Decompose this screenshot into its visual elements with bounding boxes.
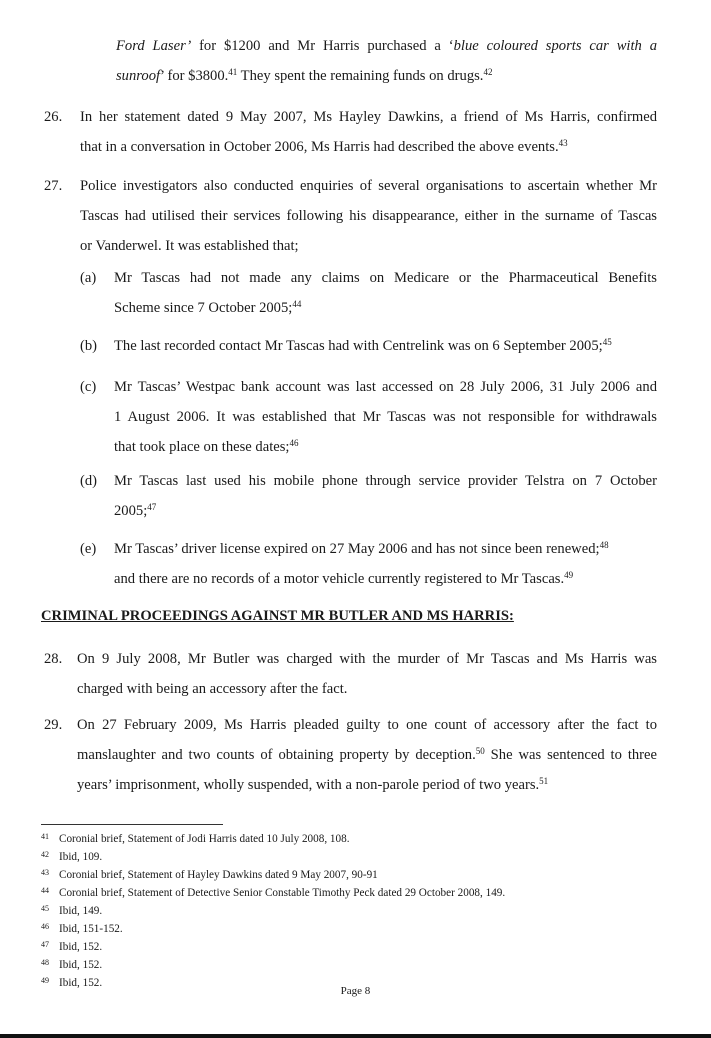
subitem-e (114, 534, 657, 594)
footnote-number: 45 (41, 904, 49, 913)
footnotes (41, 829, 505, 991)
footnote-text: Ibid, 151-152. (59, 923, 123, 935)
footnote-47 (41, 937, 505, 955)
subitem-b-line-1: The last recorded contact Mr Tascas had with Centrelink was on 6 September 2005;$^{45}$ (114, 337, 612, 354)
subitem-c (114, 372, 657, 462)
footnote-text: Coronial brief, Statement of Hayley Dawkins dated 9 May 2007, 90-91 (59, 869, 378, 881)
footnote-48 (41, 955, 505, 973)
footnote-number: 48 (41, 958, 49, 967)
subitem-d-line-1: Mr Tascas last used his mobile phone through service provider Telstra on 7 October (114, 473, 657, 489)
footnote-44 (41, 883, 505, 901)
footnote-ref-45: 45 (602, 337, 612, 347)
paragraph-27-line-3: or Vanderwel. It was established that; (80, 238, 299, 254)
subitem-b (114, 331, 657, 361)
paragraph-number-26: 26. (44, 109, 63, 125)
footnote-42 (41, 847, 505, 865)
footnote-number: 46 (41, 922, 49, 931)
paragraph-number-29: 29. (44, 717, 63, 733)
footnote-ref-42: 42 (483, 67, 493, 77)
paragraph-number-28: 28. (44, 651, 63, 667)
subitem-d (114, 466, 657, 526)
subitem-label-e: (e) (80, 541, 97, 557)
carry-over-paragraph (116, 31, 657, 91)
subitem-a-line-2: Scheme since 7 October 2005;$^{44}$ (114, 299, 302, 316)
footnote-number: 43 (41, 868, 49, 877)
footnote-number: 44 (41, 886, 49, 895)
footnote-separator (41, 824, 223, 825)
subitem-label-d: (d) (80, 473, 98, 489)
footnote-number: 42 (41, 850, 49, 859)
footnote-number: 41 (41, 832, 49, 841)
footnote-text: Ibid, 152. (59, 959, 103, 971)
paragraph-28-line-1: On 9 July 2008, Mr Butler was charged with the murder of Mr Tascas and Ms Harris was (77, 651, 657, 667)
subitem-c-line-2: 1 August 2006. It was established that Mr Tascas was not responsible for withdrawals (114, 409, 657, 425)
footnote-number: 47 (41, 940, 49, 949)
subitem-label-c: (c) (80, 379, 97, 395)
footnote-ref-50: 50 (475, 746, 485, 756)
footnote-ref-47: 47 (147, 502, 157, 512)
section-heading: CRIMINAL PROCEEDINGS AGAINST MR BUTLER AND MS HARRIS: (41, 608, 514, 624)
footnote-ref-51: 51 (539, 776, 549, 786)
footnote-text: Ibid, 149. (59, 905, 103, 917)
paragraph-29-line-2: manslaughter and two counts of obtaining property by deception.$^{50}$ She was sentenced to three (77, 746, 657, 763)
footnote-ref-41: 41 (228, 67, 238, 77)
subitem-label-a: (a) (80, 270, 97, 286)
footnote-46 (41, 919, 505, 937)
paragraph-28-line-2: charged with being an accessory after the fact. (77, 681, 348, 697)
subitem-a (114, 263, 657, 323)
carry-over-line-2: sunroof’ for $3800.41 They spent the remaining funds on drugs.$^{42}$ (116, 67, 493, 84)
subitem-a-line-1: Mr Tascas had not made any claims on Medicare or the Pharmaceutical Benefits (114, 270, 657, 286)
footnote-text: Ibid, 152. (59, 941, 103, 953)
paragraph-28 (77, 644, 657, 704)
footnote-41 (41, 829, 505, 847)
footnote-text: Coronial brief, Statement of Jodi Harris dated 10 July 2008, 108. (59, 833, 350, 845)
paragraph-26 (80, 102, 657, 162)
paragraph-number-27: 27. (44, 178, 63, 194)
paragraph-26-line-2: that in a conversation in October 2006, Ms Harris had described the above events.$^{43}$ (80, 138, 568, 155)
footnote-text: Ibid, 109. (59, 851, 103, 863)
footnote-45 (41, 901, 505, 919)
footnote-ref-46: 46 (289, 438, 299, 448)
subitem-d-line-2: 2005;$^{47}$ (114, 502, 157, 519)
scan-edge-bar (0, 1034, 711, 1038)
paragraph-27 (80, 171, 657, 261)
subitem-label-b: (b) (80, 338, 98, 354)
subitem-c-line-1: Mr Tascas’ Westpac bank account was last accessed on 28 July 2006, 31 July 2006 and (114, 379, 657, 395)
footnote-ref-49: 49 (564, 570, 574, 580)
footnote-text: Ibid, 152. (59, 977, 103, 989)
carry-over-line-1: Ford Laser’ for $1200 and Mr Harris purchased a ‘blue coloured sports car with a (116, 38, 658, 54)
paragraph-29-line-1: On 27 February 2009, Ms Harris pleaded guilty to one count of accessory after the fact to (77, 717, 657, 733)
footnote-ref-48: 48 (599, 540, 609, 550)
subitem-e-line-1: Mr Tascas’ driver license expired on 27 May 2006 and has not since been renewed;$^{48}$ (114, 540, 609, 557)
paragraph-29 (77, 710, 657, 800)
footnote-ref-43: 43 (558, 138, 568, 148)
page-number: Page 8 (340, 985, 371, 997)
paragraph-29-line-3: years’ imprisonment, wholly suspended, with a non-parole period of two years.$^{51}$ (77, 776, 549, 793)
footnote-ref-44: 44 (292, 299, 302, 309)
footnote-text: Coronial brief, Statement of Detective Senior Constable Timothy Peck dated 29 October 2008, 149. (59, 887, 506, 899)
footnote-number: 49 (41, 976, 49, 985)
paragraph-27-line-1: Police investigators also conducted enquiries of several organisations to ascertain whether Mr (80, 178, 657, 194)
paragraph-27-line-2: Tascas had utilised their services following his disappearance, either in the surname of Tascas (80, 208, 657, 224)
footnote-43 (41, 865, 505, 883)
subitem-e-line-2: and there are no records of a motor vehicle currently registered to Mr Tascas.$^{49}$ (114, 570, 574, 587)
paragraph-26-line-1: In her statement dated 9 May 2007, Ms Hayley Dawkins, a friend of Ms Harris, confirmed (80, 109, 657, 125)
subitem-c-line-3: that took place on these dates;$^{46}$ (114, 438, 299, 455)
